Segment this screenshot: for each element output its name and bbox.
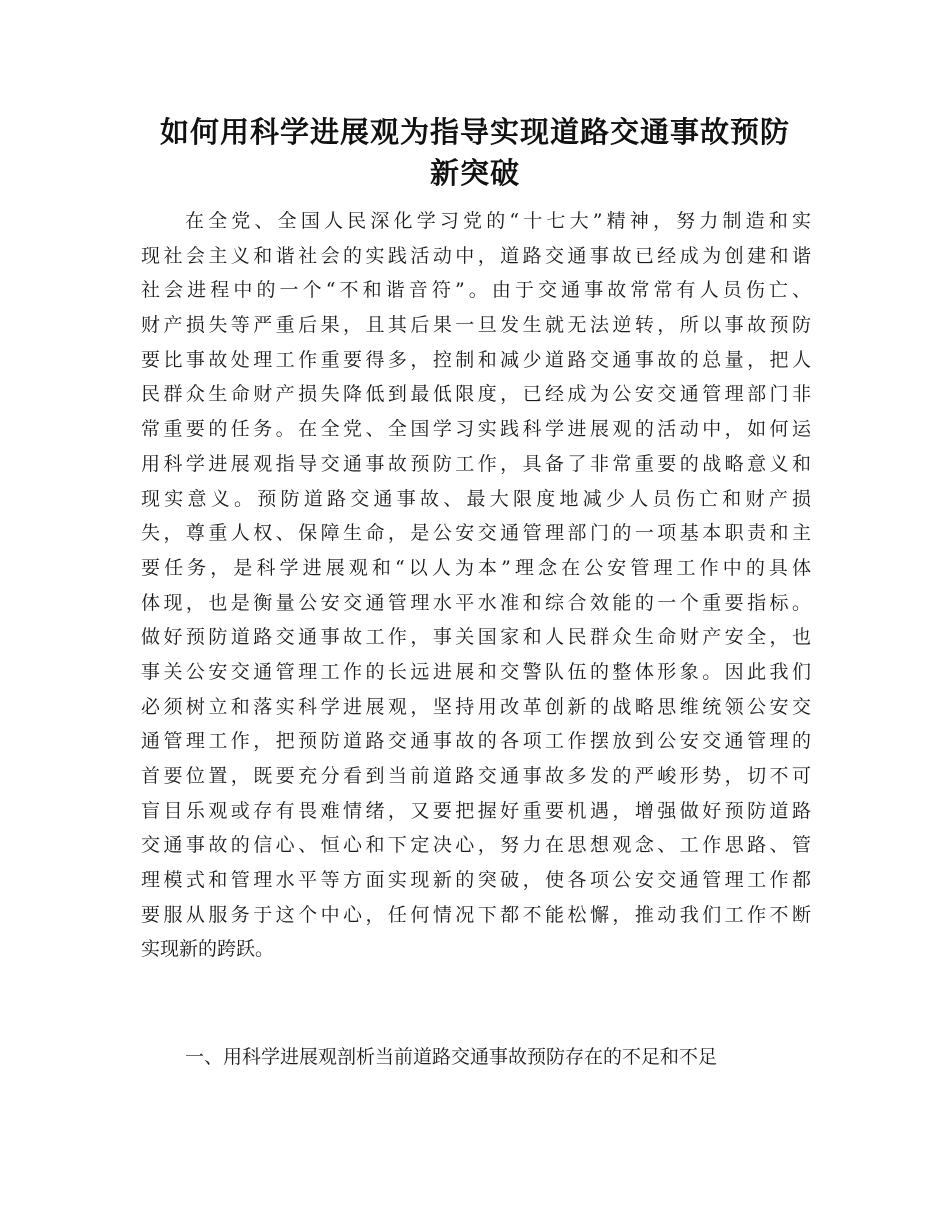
paragraph-line: 体现，也是衡量公安交通管理水平水准和综合效能的一个重要指标。 [141, 591, 811, 614]
paragraph-line: 民群众生命财产损失降低到最低限度，已经成为公安交通管理部门非 [141, 383, 811, 406]
paragraph-line: 通管理工作，把预防道路交通事故的各项工作摆放到公安交通管理的 [141, 730, 811, 753]
document-title [130, 112, 820, 194]
paragraph-line: 盲目乐观或存有畏难情绪，又要把握好重要机遇，增强做好预防道路 [141, 799, 811, 822]
intro-paragraph [141, 204, 811, 967]
paragraph-line: 必须树立和落实科学进展观，坚持用改革创新的战略思维统领公安交 [141, 695, 811, 718]
section-heading-text: 一、用科学进展观剖析当前道路交通事故预防存在的不足和不足 [185, 1046, 718, 1068]
paragraph-line: 财产损失等严重后果，且其后果一旦发生就无法逆转，所以事故预防 [141, 314, 811, 337]
paragraph-line: 事关公安交通管理工作的长远进展和交警队伍的整体形象。因此我们 [141, 660, 811, 683]
paragraph-line: 要服从服务于这个中心，任何情况下都不能松懈，推动我们工作不断 [141, 903, 811, 926]
paragraph-line: 现实意义。预防道路交通事故、最大限度地减少人员伤亡和财产损 [141, 487, 811, 510]
section-heading [141, 1040, 811, 1074]
paragraph-line: 现社会主义和谐社会的实践活动中，道路交通事故已经成为创建和谐 [141, 244, 811, 267]
paragraph-line: 失，尊重人权、保障生命，是公安交通管理部门的一项基本职责和主 [141, 522, 811, 545]
title-line-1: 如何用科学进展观为指导实现道路交通事故预防 [159, 115, 790, 149]
paragraph-line: 交通事故的信心、恒心和下定决心，努力在思想观念、工作思路、管 [141, 834, 811, 857]
paragraph-line: 常重要的任务。在全党、全国学习实践科学进展观的活动中，如何运 [141, 418, 811, 441]
paragraph-line: 首要位置，既要充分看到当前道路交通事故多发的严峻形势，切不可 [141, 765, 811, 787]
paragraph-line: 理模式和管理水平等方面实现新的突破，使各项公安交通管理工作都 [141, 869, 811, 892]
paragraph-line: 要比事故处理工作重要得多，控制和减少道路交通事故的总量，把人 [141, 348, 811, 371]
paragraph-line: 要任务，是科学进展观和“以人为本”理念在公安管理工作中的具体 [141, 556, 811, 579]
paragraph-line: 社会进程中的一个“不和谐音符”。由于交通事故常常有人员伤亡、 [141, 279, 811, 302]
paragraph-line: 用科学进展观指导交通事故预防工作，具备了非常重要的战略意义和 [141, 452, 811, 475]
paragraph-line: 在全党、全国人民深化学习党的“十七大”精神，努力制造和实 [185, 210, 811, 232]
paragraph-line: 实现新的跨跃。 [141, 938, 275, 961]
title-line-2: 新突破 [429, 156, 520, 190]
paragraph-line: 做好预防道路交通事故工作，事关国家和人民群众生命财产安全，也 [141, 626, 811, 649]
